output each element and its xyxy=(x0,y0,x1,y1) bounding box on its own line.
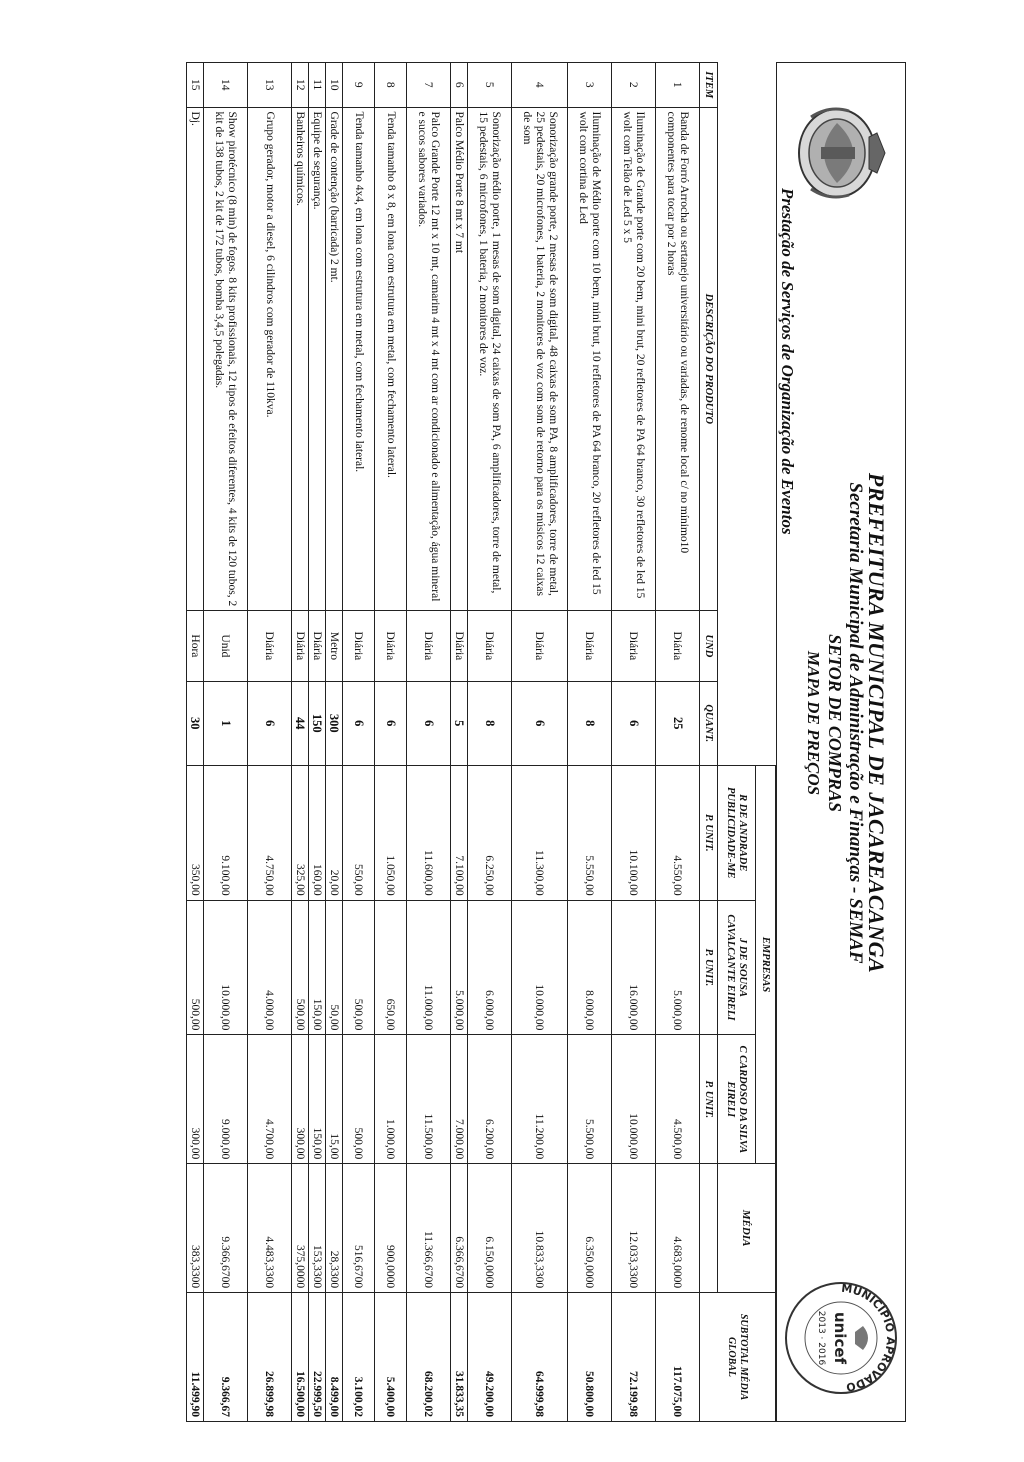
item-description: Banheiros químicos. xyxy=(292,107,309,611)
subtotal-value: 49.200,00 xyxy=(468,1293,512,1422)
average-price: 12.033,3300 xyxy=(612,1164,656,1293)
company-2-price: 50,00 xyxy=(326,900,343,1035)
empresas-header: EMPRESAS xyxy=(756,765,776,1163)
company-3-price: 500,00 xyxy=(343,1035,375,1164)
item-description: Sonorização médio porte, 1 mesas de som digital, 24 caixas de som PA, 6 amplificadores, torre de metal, 15 pedestais, 6 microfones, 1 bateria, 2 monitores de voz. xyxy=(468,107,512,611)
subtotal-value: 9.366,67 xyxy=(204,1293,248,1422)
company-1-price: 1.050,00 xyxy=(375,765,407,900)
table-row xyxy=(451,63,468,1422)
item-number: 8 xyxy=(375,63,407,108)
company-1-price: 5.550,00 xyxy=(568,765,612,900)
company-2-price: 500,00 xyxy=(292,900,309,1035)
company-3-price: 300,00 xyxy=(292,1035,309,1164)
item-description: Palco Grande Porte 12 mt x 10 mt, camarim 4 mt x 4 mt com ar condicionado e alimentação, água mineral e sucos sabores variados. xyxy=(407,107,451,611)
item-unit: Diária xyxy=(292,611,309,681)
unit-price-header-1: P. UNIT. xyxy=(700,765,718,900)
table-row xyxy=(612,63,656,1422)
item-description: Tenda tamanho 8 x 8, em lona com estrutura em metal, com fechamento lateral. xyxy=(375,107,407,611)
item-unit: Diária xyxy=(656,611,700,681)
average-price: 6.366,6700 xyxy=(451,1164,468,1293)
item-number: 6 xyxy=(451,63,468,108)
company-1-price: 550,00 xyxy=(343,765,375,900)
company-1-price: 10.100,00 xyxy=(612,765,656,900)
average-price: 4.683,0000 xyxy=(656,1164,700,1293)
company-1-price: 4.750,00 xyxy=(248,765,292,900)
company-3-price: 300,00 xyxy=(187,1035,204,1164)
seal-years-text: 2013 · 2016 xyxy=(816,1310,826,1366)
document-header xyxy=(776,62,906,1422)
company-2-price: 10.000,00 xyxy=(512,900,568,1035)
company-1-price: 20,00 xyxy=(326,765,343,900)
municipal-crest-icon xyxy=(793,103,889,203)
average-price: 9.366,6700 xyxy=(204,1164,248,1293)
subtotal-value: 117.075,00 xyxy=(656,1293,700,1422)
company-3-price: 150,00 xyxy=(309,1035,326,1164)
company-1-name: R DE ANDRADE PUBLICIDADE-ME xyxy=(718,765,756,900)
unicef-approved-seal-icon xyxy=(783,1278,899,1398)
company-2-price: 500,00 xyxy=(343,900,375,1035)
header-titles xyxy=(803,243,887,1203)
item-description: Iluminação de Médio porte com 10 bem, mini brut, 10 refletores de PA 64 branco, 20 refletores de led 15 wolt com cortina de Led xyxy=(568,107,612,611)
table-row xyxy=(309,63,326,1422)
subtotal-value: 31.833,35 xyxy=(451,1293,468,1422)
subtotal-value: 50.800,00 xyxy=(568,1293,612,1422)
company-3-price: 6.200,00 xyxy=(468,1035,512,1164)
table-row xyxy=(326,63,343,1422)
table-row xyxy=(568,63,612,1422)
item-quantity: 150 xyxy=(309,681,326,765)
subtotal-value: 11.499,90 xyxy=(187,1293,204,1422)
company-3-price: 7.000,00 xyxy=(451,1035,468,1164)
media-header: MÉDIA xyxy=(718,1164,776,1293)
table-row xyxy=(343,63,375,1422)
item-description: Grade de contenção (barricada) 2 mt. xyxy=(326,107,343,611)
section-title: Prestação de Serviços de Organização de Eventos xyxy=(778,188,797,535)
item-quantity: 30 xyxy=(187,681,204,765)
item-unit: Diária xyxy=(309,611,326,681)
company-2-price: 6.000,00 xyxy=(468,900,512,1035)
description-header: DESCRIÇÃO DO PRODUTO xyxy=(700,107,718,611)
item-quantity: 8 xyxy=(568,681,612,765)
item-description: Dj. xyxy=(187,107,204,611)
item-quantity: 1 xyxy=(204,681,248,765)
item-quantity: 6 xyxy=(612,681,656,765)
company-2-price: 4.000,00 xyxy=(248,900,292,1035)
company-3-name: C CARDOSO DA SILVA EIRELI xyxy=(718,1035,756,1164)
subtotal-value: 5.400,00 xyxy=(375,1293,407,1422)
table-row xyxy=(248,63,292,1422)
subtotal-value: 26.899,98 xyxy=(248,1293,292,1422)
item-number: 5 xyxy=(468,63,512,108)
company-3-price: 9.000,00 xyxy=(204,1035,248,1164)
average-price: 28,3300 xyxy=(326,1164,343,1293)
item-unit: Diária xyxy=(375,611,407,681)
average-price: 900,0000 xyxy=(375,1164,407,1293)
item-unit: Diária xyxy=(568,611,612,681)
company-1-price: 6.250,00 xyxy=(468,765,512,900)
item-description: Equipe de segurança. xyxy=(309,107,326,611)
setor-name: SETOR DE COMPRAS xyxy=(825,634,845,812)
item-number: 15 xyxy=(187,63,204,108)
company-1-price: 350,00 xyxy=(187,765,204,900)
item-unit: Diária xyxy=(407,611,451,681)
unit-header: UND xyxy=(700,611,718,681)
company-1-price: 11.600,00 xyxy=(407,765,451,900)
item-number: 9 xyxy=(343,63,375,108)
item-quantity: 5 xyxy=(451,681,468,765)
item-number: 2 xyxy=(612,63,656,108)
company-2-price: 8.000,00 xyxy=(568,900,612,1035)
subtotal-value: 64.999,98 xyxy=(512,1293,568,1422)
average-price: 6.150,0000 xyxy=(468,1164,512,1293)
item-quantity: 6 xyxy=(343,681,375,765)
table-row xyxy=(407,63,451,1422)
item-description: Sonorização grande porte, 2 mesas de som digital, 48 caixas de som PA, 8 amplificadores, torre de metal, 25 pedestais, 20 microfones, 1 bateria, 2 monitores de voz com som de retorno para os músicos 12 caixas de som xyxy=(512,107,568,611)
item-number: 7 xyxy=(407,63,451,108)
company-3-price: 11.500,00 xyxy=(407,1035,451,1164)
item-number: 1 xyxy=(656,63,700,108)
company-2-price: 150,00 xyxy=(309,900,326,1035)
item-header: ITEM xyxy=(700,63,718,108)
company-1-price: 325,00 xyxy=(292,765,309,900)
quantity-header: QUANT. xyxy=(700,681,718,765)
item-unit: Diária xyxy=(612,611,656,681)
company-1-price: 7.100,00 xyxy=(451,765,468,900)
item-unit: Diária xyxy=(248,611,292,681)
average-price: 153,3300 xyxy=(309,1164,326,1293)
table-row xyxy=(512,63,568,1422)
item-unit: Diária xyxy=(451,611,468,681)
item-quantity: 44 xyxy=(292,681,309,765)
secretaria-name: Secretaria Municipal de Administração e Finanças - SEMAF xyxy=(845,482,866,964)
item-quantity: 8 xyxy=(468,681,512,765)
company-3-price: 4.700,00 xyxy=(248,1035,292,1164)
table-row xyxy=(292,63,309,1422)
price-map-frame xyxy=(124,62,906,1422)
item-unit: Diária xyxy=(512,611,568,681)
average-price: 516,6700 xyxy=(343,1164,375,1293)
company-1-price: 160,00 xyxy=(309,765,326,900)
svg-text:MUNICÍPIO APROVADO xyxy=(841,1282,898,1394)
item-unit: Diária xyxy=(468,611,512,681)
item-number: 14 xyxy=(204,63,248,108)
subtotal-value: 68.200,02 xyxy=(407,1293,451,1422)
subtotal-value: 16.500,00 xyxy=(292,1293,309,1422)
item-description: Show pirotécnico (8 min) de fogos. 8 kits profissionais, 12 tipos de efeitos diferentes, 4 kits de 120 tubos, 2 kit de 138 tubos, 2 kit de 172 tubos, bomba 3,4,5 polegadas. xyxy=(204,107,248,611)
subtotal-value: 22.999,50 xyxy=(309,1293,326,1422)
company-2-price: 11.000,00 xyxy=(407,900,451,1035)
item-number: 3 xyxy=(568,63,612,108)
item-quantity: 6 xyxy=(512,681,568,765)
company-2-price: 16.000,00 xyxy=(612,900,656,1035)
item-unit: Unid xyxy=(204,611,248,681)
item-number: 11 xyxy=(309,63,326,108)
item-description: Grupo gerador, motor a diesel, 6 cilindros com gerador de 110kva. xyxy=(248,107,292,611)
mapa-title: MAPA DE PREÇOS xyxy=(804,650,823,796)
price-table xyxy=(186,62,776,1422)
item-quantity: 6 xyxy=(375,681,407,765)
item-unit: Hora xyxy=(187,611,204,681)
item-quantity: 300 xyxy=(326,681,343,765)
item-number: 4 xyxy=(512,63,568,108)
company-3-price: 15,00 xyxy=(326,1035,343,1164)
company-3-price: 1.000,00 xyxy=(375,1035,407,1164)
subtotal-value: 3.100,02 xyxy=(343,1293,375,1422)
average-price: 383,3300 xyxy=(187,1164,204,1293)
table-row xyxy=(375,63,407,1422)
unit-price-header-2: P. UNIT. xyxy=(700,900,718,1035)
item-quantity: 6 xyxy=(407,681,451,765)
item-description: Banda de Forró Arrocha ou sertanejo universitário ou variadas, de renome local c/ no mínimo10 componentes para tocar por 2 horas xyxy=(656,107,700,611)
seal-top-text: MUNICÍPIO APROVADO xyxy=(840,1281,898,1394)
company-3-price: 4.500,00 xyxy=(656,1035,700,1164)
company-2-name: J DE SOUSA CAVALCANTE EIRELI xyxy=(718,900,756,1035)
item-unit: Diária xyxy=(343,611,375,681)
item-description: Palco Médio Porte 8 mt x 7 mt xyxy=(451,107,468,611)
item-quantity: 25 xyxy=(656,681,700,765)
average-price: 375,0000 xyxy=(292,1164,309,1293)
table-row xyxy=(204,63,248,1422)
company-1-price: 11.300,00 xyxy=(512,765,568,900)
seal-unicef-text: unicef xyxy=(831,1311,849,1365)
subtotal-header: SUBTOTAL MÉDIA GLOBAL xyxy=(700,1293,776,1422)
subtotal-value: 8.499,00 xyxy=(326,1293,343,1422)
item-description: Iluminação de Grande porte com 20 bem, mini brut, 20 refletores de PA 64 branco, 30 refletores de led 15 wolt com Telão de Led 5 x 5 xyxy=(612,107,656,611)
company-3-price: 10.000,00 xyxy=(612,1035,656,1164)
company-1-price: 4.550,00 xyxy=(656,765,700,900)
page-title: PREFEITURA MUNICIPAL DE JACAREACANGA xyxy=(864,472,889,974)
item-number: 12 xyxy=(292,63,309,108)
table-row xyxy=(187,63,204,1422)
table-row xyxy=(656,63,700,1422)
subtotal-value: 72.199,98 xyxy=(612,1293,656,1422)
item-unit: Metro xyxy=(326,611,343,681)
item-number: 10 xyxy=(326,63,343,108)
item-quantity: 6 xyxy=(248,681,292,765)
unit-price-header-3: P. UNIT. xyxy=(700,1035,718,1164)
company-2-price: 10.000,00 xyxy=(204,900,248,1035)
average-price: 4.483,3300 xyxy=(248,1164,292,1293)
company-3-price: 5.500,00 xyxy=(568,1035,612,1164)
company-2-price: 5.000,00 xyxy=(656,900,700,1035)
item-description: Tenda tamanho 4x4, em lona com estrutura em metal, com fechamento lateral. xyxy=(343,107,375,611)
company-2-price: 500,00 xyxy=(187,900,204,1035)
average-price: 10.833,3300 xyxy=(512,1164,568,1293)
average-price: 11.366,6700 xyxy=(407,1164,451,1293)
item-number: 13 xyxy=(248,63,292,108)
table-row xyxy=(468,63,512,1422)
company-3-price: 11.200,00 xyxy=(512,1035,568,1164)
company-1-price: 9.100,00 xyxy=(204,765,248,900)
average-price: 6.350,0000 xyxy=(568,1164,612,1293)
company-2-price: 650,00 xyxy=(375,900,407,1035)
company-2-price: 5.000,00 xyxy=(451,900,468,1035)
